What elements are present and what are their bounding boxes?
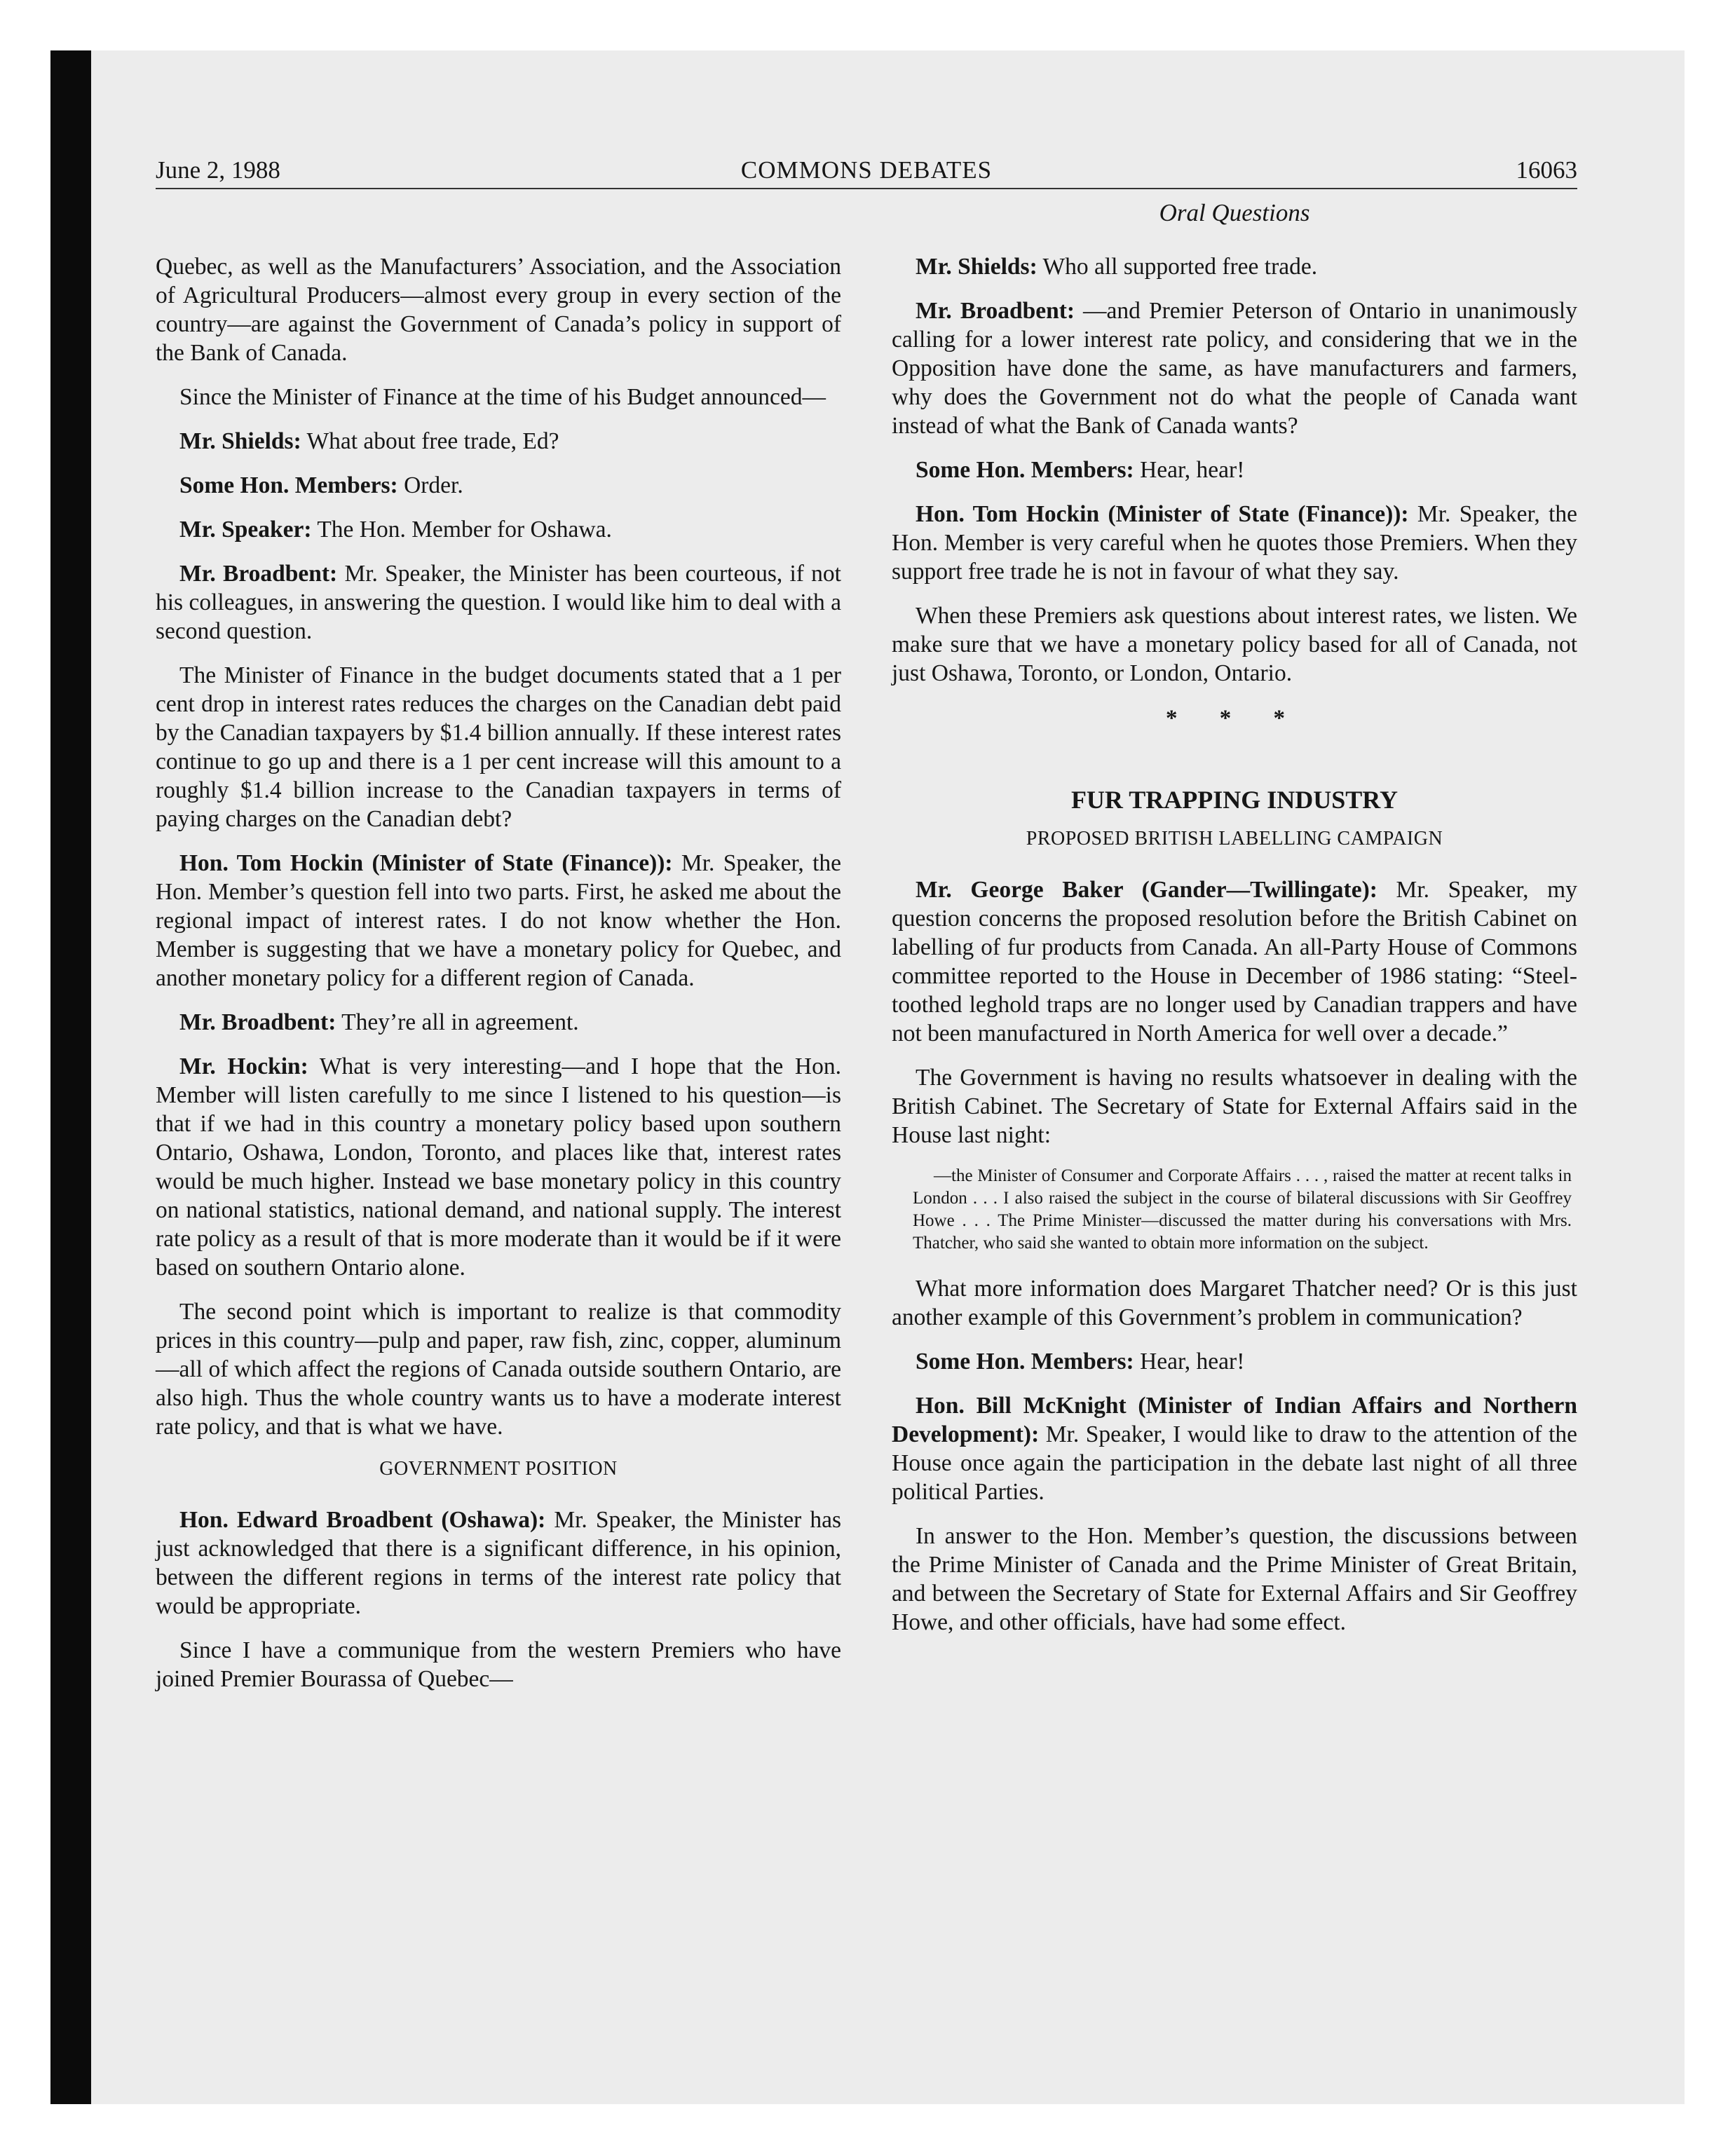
speech-text: What is very interesting—and I hope that the Hon. Member will listen carefully to me since I listened to his question—is that if we had in this country a monetary policy based upon southern Ontario, Oshawa, London, Toronto, and places like that, interest rates would be much higher. Instead we base monetary policy in this country on national statistics, national demand, and national supply. The interest rate policy as a result of that is more moderate than it would be if it were based on southern Ontario alone. (156, 1053, 841, 1281)
speech-text: Order. (397, 472, 463, 498)
speech-paragraph (892, 1347, 1577, 1376)
speech-text: Mr. Speaker, the Minister has been courteous, if not his colleagues, in answering the question. I would like him to deal with a second question. (156, 561, 841, 644)
speech-paragraph (156, 1052, 841, 1282)
speech-paragraph (156, 1506, 841, 1621)
quote-text: —the Minister of Consumer and Corporate Affairs . . . , raised the matter at recent talks in London . . . I also raised the subject in the course of bilateral discussions with Sir Geoffrey Howe . . . The Prime Minister—discussed the matter during his conversations with Mrs. Thatcher, who said she wanted to obtain more information on the subject. (913, 1166, 1572, 1253)
speaker-name: Mr. Shields: (916, 254, 1037, 280)
running-head: Oral Questions (1159, 199, 1310, 226)
speech-paragraph (156, 427, 841, 456)
paragraph: The Minister of Finance in the budget documents stated that a 1 per cent drop in interest rates reduces the charges on the Canadian debt paid by the Canadian taxpayers by $1.4 billion annually. If these interest rates continue to go up and there is a 1 per cent increase will this amount to a roughly $1.4 billion increase to the Canadian taxpayers in terms of paying charges on the Canadian debt? (156, 662, 841, 832)
speaker-name: Mr. Speaker: (179, 517, 312, 543)
right-column (892, 252, 1577, 1652)
document-page (156, 153, 1577, 1692)
speech-paragraph (892, 252, 1577, 281)
speech-text: They’re all in agreement. (336, 1009, 579, 1035)
block-quote (892, 1165, 1577, 1255)
paragraph: What more information does Margaret Thatcher need? Or is this just another example of this Government’s problem in communication? (892, 1276, 1577, 1330)
paragraph: Since I have a communique from the western Premiers who have joined Premier Bourassa of Quebec— (156, 1637, 841, 1692)
speaker-name: Mr. George Baker (Gander—Twillingate): (916, 877, 1377, 903)
speaker-name: Mr. Broadbent: (179, 1009, 336, 1035)
paragraph: When these Premiers ask questions about interest rates, we listen. We make sure that we have a monetary policy based for all of Canada, not just Oshawa, Toronto, or London, Ontario. (892, 603, 1577, 686)
speech-text: Mr. Speaker, my question concerns the proposed resolution before the British Cabinet on labelling of fur products from Canada. An all-Party House of Commons committee reported to the House in December of 1986 stating: “Steel-toothed leghold traps are no longer used by Canadian trappers and have not been manufactured in North America for well over a decade.” (892, 877, 1577, 1046)
speech-text: Mr. Speaker, the Minister has just acknowledged that there is a significant difference, in his opinion, between the different regions in terms of the interest rate policy that would be appropriate. (156, 1507, 841, 1619)
header-date: June 2, 1988 (156, 156, 280, 184)
speaker-name: Some Hon. Members: (916, 457, 1134, 483)
paragraph: Quebec, as well as the Manufacturers’ Association, and the Association of Agricultural Producers—almost every group in every section of the country—are against the Government of Canada’s policy in support of the Bank of Canada. (156, 254, 841, 366)
paragraph: In answer to the Hon. Member’s question, the discussions between the Prime Minister of Canada and the Prime Minister of Great Britain, and between the Secretary of State for External Affairs and Sir Geoffrey Howe, and other officials, have had some effect. (892, 1523, 1577, 1635)
paragraph: The second point which is important to realize is that commodity prices in this country—pulp and paper, raw fish, zinc, copper, aluminum—all of which affect the regions of Canada outside southern Ontario, are also high. Thus the whole country wants us to have a moderate interest rate policy, and that is what we have. (156, 1299, 841, 1440)
subheading: PROPOSED BRITISH LABELLING CAMPAIGN (1026, 828, 1443, 850)
header-page-number: 16063 (1516, 156, 1577, 184)
binding-edge-shadow (50, 50, 91, 2104)
speech-text: Hear, hear! (1134, 457, 1245, 483)
speech-paragraph (892, 456, 1577, 484)
speaker-name: Some Hon. Members: (179, 472, 398, 498)
speaker-name: Hon. Tom Hockin (Minister of State (Finance)): (179, 850, 673, 876)
speech-text: —and Premier Peterson of Ontario in unanimously calling for a lower interest rate policy, and considering that we in the Opposition have done the same, as have manufacturers and farmers, why does the Government not do what the people of Canada want instead of what the Bank of Canada wants? (892, 298, 1577, 439)
speech-paragraph (892, 500, 1577, 586)
speaker-name: Hon. Bill McKnight (Minister of Indian Affairs and Northern Development): (892, 1393, 1577, 1447)
speaker-name: Hon. Edward Broadbent (Oshawa): (179, 1507, 546, 1533)
speech-text: What about free trade, Ed? (301, 428, 559, 454)
paragraph: Since the Minister of Finance at the time of his Budget announced— (179, 384, 826, 410)
speech-text: Hear, hear! (1134, 1349, 1245, 1374)
speech-paragraph (892, 1391, 1577, 1506)
paragraph: The Government is having no results whatsoever in dealing with the British Cabinet. The Secretary of State for External Affairs said in the House last night: (892, 1065, 1577, 1148)
section-separator: * * * (1166, 706, 1303, 731)
speaker-name: Mr. Broadbent: (179, 561, 338, 587)
speech-text: Mr. Speaker, I would like to draw to the attention of the House once again the participation in the debate last night of all three political Parties. (892, 1421, 1577, 1505)
speech-text: Who all supported free trade. (1037, 254, 1318, 280)
speaker-name: Some Hon. Members: (916, 1349, 1134, 1374)
speaker-name: Hon. Tom Hockin (Minister of State (Finance)): (916, 501, 1409, 527)
speech-paragraph (156, 515, 841, 544)
page-header (156, 153, 1577, 189)
speech-paragraph (156, 1008, 841, 1037)
speech-paragraph (892, 296, 1577, 440)
speaker-name: Mr. Broadbent: (916, 298, 1075, 324)
speech-text: Mr. Speaker, the Hon. Member is very careful when he quotes those Premiers. When they support free trade he is not in favour of what they say. (892, 501, 1577, 585)
subheading: GOVERNMENT POSITION (379, 1458, 618, 1480)
header-publication: COMMONS DEBATES (740, 156, 993, 184)
speech-text: Mr. Speaker, the Hon. Member’s question fell into two parts. First, he asked me about the regional impact of interest rates. I do not know whether the Hon. Member is suggesting that we have a monetary policy for Quebec, and another monetary policy for a different region of Canada. (156, 850, 841, 991)
speech-paragraph (156, 471, 841, 500)
speaker-name: Mr. Shields: (179, 428, 301, 454)
speech-text: The Hon. Member for Oshawa. (311, 517, 612, 543)
section-heading: FUR TRAPPING INDUSTRY (1070, 786, 1399, 814)
speech-paragraph (156, 849, 841, 992)
speech-paragraph (892, 875, 1577, 1048)
left-column (156, 252, 841, 1709)
speech-paragraph (156, 559, 841, 646)
speaker-name: Mr. Hockin: (179, 1053, 308, 1079)
